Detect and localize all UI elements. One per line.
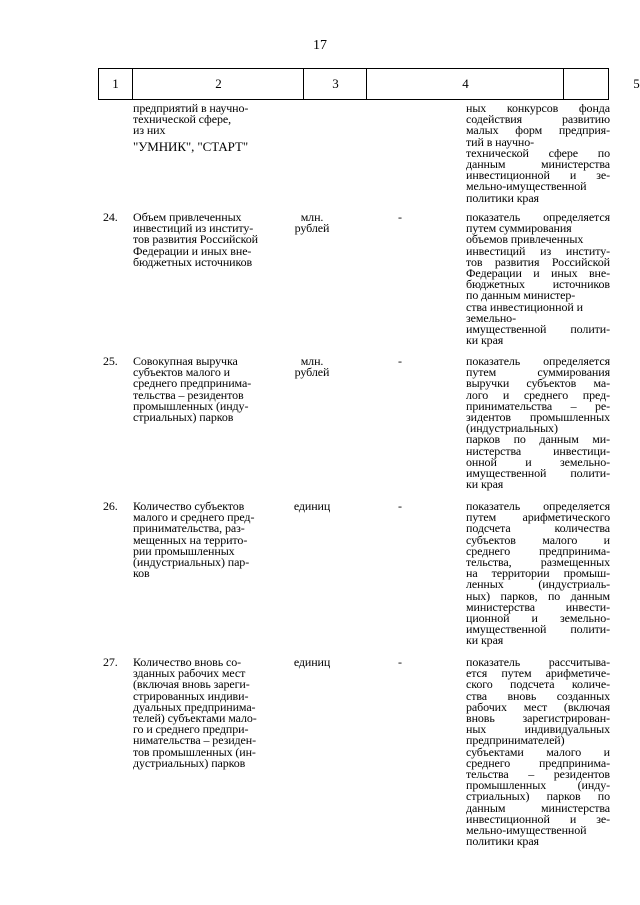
text-line: технической сфере, xyxy=(133,112,231,127)
text-line: данным министерства xyxy=(466,157,610,172)
indicator-value: - xyxy=(398,210,402,224)
text-line: промышленных (инду- xyxy=(466,778,610,793)
text-line: инвестиционной и зе- xyxy=(466,811,610,826)
text-line: Количество вновь со- xyxy=(133,655,242,669)
text-line: дустриальных) парков xyxy=(133,755,246,770)
text-line: выручки субъектов ма- xyxy=(466,376,610,391)
text-line: малых форм предприя- xyxy=(466,123,610,138)
unit-of-measure xyxy=(284,657,340,668)
text-line: министерства инвести- xyxy=(466,599,610,614)
text-line: стрированных индиви- xyxy=(133,688,249,703)
text-line: подсчета количества xyxy=(466,521,610,536)
text-line: ных конкурсов фонда xyxy=(466,101,610,115)
text-line: бюджетных источников xyxy=(133,254,253,269)
text-line: субъектов малого и xyxy=(466,532,610,547)
indicator-value: - xyxy=(398,354,402,368)
header-col-3: 3 xyxy=(303,69,367,99)
text-line: ки края xyxy=(466,633,504,648)
continuation-name xyxy=(133,103,273,155)
indicator-name xyxy=(133,356,273,423)
text-line: промышленных (инду- xyxy=(133,398,249,413)
indicator-name xyxy=(133,501,273,579)
text-line: парков по данным ми- xyxy=(466,432,610,447)
text-line: предпринимателей) xyxy=(466,733,565,748)
indicator-value: - xyxy=(398,655,402,669)
table-header xyxy=(98,68,640,100)
text-line: имущественной полити- xyxy=(466,322,610,337)
text-line: путем арифметического xyxy=(466,510,610,525)
text-line: среднего предпринима- xyxy=(133,376,252,391)
text-line: телей) субъектами мало- xyxy=(133,711,257,726)
calculation-description xyxy=(466,212,610,346)
continuation-description xyxy=(466,103,610,204)
text-line: Федерации и иных вне- xyxy=(466,266,610,281)
text-line: (индустриальных) пар- xyxy=(133,555,250,570)
text-line: имущественной полити- xyxy=(466,622,610,637)
text-line: имущественной полити- xyxy=(466,466,610,481)
text-line: го и среднего предпри- xyxy=(133,722,249,737)
row-number: 26. xyxy=(103,499,118,513)
text-line: мельно-имущественной xyxy=(466,823,587,838)
text-line: Объем привлеченных xyxy=(133,210,242,224)
text-line: ства вновь созданных xyxy=(466,688,610,703)
text-line: ных индивидуальных xyxy=(466,722,610,737)
indicator-value: - xyxy=(398,499,402,513)
calculation-description xyxy=(466,501,610,647)
text-line: тов развития Российской xyxy=(133,232,258,247)
text-line: мельно-имущественной xyxy=(466,179,587,194)
page-number: 17 xyxy=(313,38,327,53)
text-line: путем суммирования xyxy=(466,221,572,236)
text-line: стриальных) парков по xyxy=(466,789,610,804)
text-line: Количество субъектов xyxy=(133,499,245,513)
row-number: 24. xyxy=(103,210,118,224)
text-line: земельно- xyxy=(466,310,516,325)
text-line: дуальных предпринима- xyxy=(133,699,256,714)
text-line: рабочих мест (включая xyxy=(466,699,610,714)
text-line: данным министерства xyxy=(466,800,610,815)
text-line: ется путем арифметиче- xyxy=(466,666,610,681)
text-line: Совокупная выручка xyxy=(133,354,238,368)
text-line: ков xyxy=(133,566,150,581)
text-line: лого и среднего пред- xyxy=(466,387,610,402)
text-line: на территории промыш- xyxy=(466,566,610,581)
text-line: политики края xyxy=(466,190,539,205)
text-line: по данным министер- xyxy=(466,288,576,303)
text-line: субъектов малого и xyxy=(133,365,230,380)
text-line: вновь зарегистрирован- xyxy=(466,711,610,726)
calculation-description xyxy=(466,356,610,490)
row-number: 25. xyxy=(103,354,118,368)
text-line: содействия развитию xyxy=(466,112,610,127)
text-line: принимательства – ре- xyxy=(466,398,610,413)
text-line: ства инвестиционной и xyxy=(466,299,583,314)
text-line: тов развития Российской xyxy=(466,254,610,269)
indicator-name xyxy=(133,212,273,268)
text-line: млн. xyxy=(300,354,324,368)
header-col-4: 4 xyxy=(366,69,564,99)
text-line: Федерации и иных вне- xyxy=(133,243,252,258)
text-line: бюджетных источников xyxy=(466,277,610,292)
row-number: 27. xyxy=(103,655,118,669)
unit-of-measure xyxy=(284,356,340,378)
header-col-5: 5 xyxy=(563,69,640,99)
text-line: (включая вновь зареги- xyxy=(133,677,250,692)
text-line: рублей xyxy=(294,221,330,236)
text-line: тельства – резидентов xyxy=(133,387,244,402)
text-line: единиц xyxy=(293,655,331,669)
text-line: политики края xyxy=(466,834,539,849)
text-line: объемов привлеченных xyxy=(466,232,584,247)
text-line: технической сфере по xyxy=(466,145,610,160)
calculation-description xyxy=(466,657,610,847)
text-line: ки края xyxy=(466,333,504,348)
text-line: тов промышленных (ин- xyxy=(133,744,256,759)
unit-of-measure xyxy=(284,212,340,234)
text-line: рублей xyxy=(294,365,330,380)
text-line: нимательства – резиден- xyxy=(133,733,256,748)
text-line: показатель определяется xyxy=(466,354,610,368)
text-line: малого и среднего пред- xyxy=(133,510,255,525)
text-line: (индустриальных) xyxy=(466,421,558,436)
text-line: рии промышленных xyxy=(133,543,235,558)
indicator-name xyxy=(133,657,273,769)
text-line: ционной и земельно- xyxy=(466,611,610,626)
text-line: нистерства инвестици- xyxy=(466,443,610,458)
text-line: инвестиций из институ- xyxy=(466,243,610,258)
text-line: "УМНИК", "СТАРТ" xyxy=(133,138,249,154)
text-line: единиц xyxy=(293,499,331,513)
text-line: показатель определяется xyxy=(466,210,610,224)
text-line: тий в научно- xyxy=(466,134,535,149)
text-line: среднего предпринима- xyxy=(466,543,610,558)
text-line: показатель определяется xyxy=(466,499,610,513)
text-line: инвестиционной и зе- xyxy=(466,168,610,183)
text-line: зданных рабочих мест xyxy=(133,666,246,681)
text-line: ленных (индустриаль- xyxy=(466,577,610,592)
text-line: тельства – резидентов xyxy=(466,767,610,782)
header-col-1: 1 xyxy=(112,76,119,91)
text-line: млн. xyxy=(300,210,324,224)
text-line: показатель рассчитыва- xyxy=(466,655,610,669)
unit-of-measure xyxy=(284,501,340,512)
text-line: принимательства, раз- xyxy=(133,521,245,536)
text-line: из них xyxy=(133,123,166,138)
text-line: среднего предпринима- xyxy=(466,755,610,770)
text-line: ского подсчета количе- xyxy=(466,677,610,692)
text-line: субъектами малого и xyxy=(466,744,610,759)
text-line: онной и земельно- xyxy=(466,454,610,469)
text-line: мещенных на террито- xyxy=(133,532,248,547)
text-line: стриальных) парков xyxy=(133,410,234,425)
text-line: путем суммирования xyxy=(466,365,610,380)
header-col-2: 2 xyxy=(132,69,304,99)
text-line: ных) парков, по данным xyxy=(466,588,610,603)
text-line: предприятий в научно- xyxy=(133,101,249,115)
text-line: тельства, размещенных xyxy=(466,555,610,570)
text-line: инвестиций из институ- xyxy=(133,221,254,236)
text-line: ки края xyxy=(466,477,504,492)
text-line: зидентов промышленных xyxy=(466,410,610,425)
